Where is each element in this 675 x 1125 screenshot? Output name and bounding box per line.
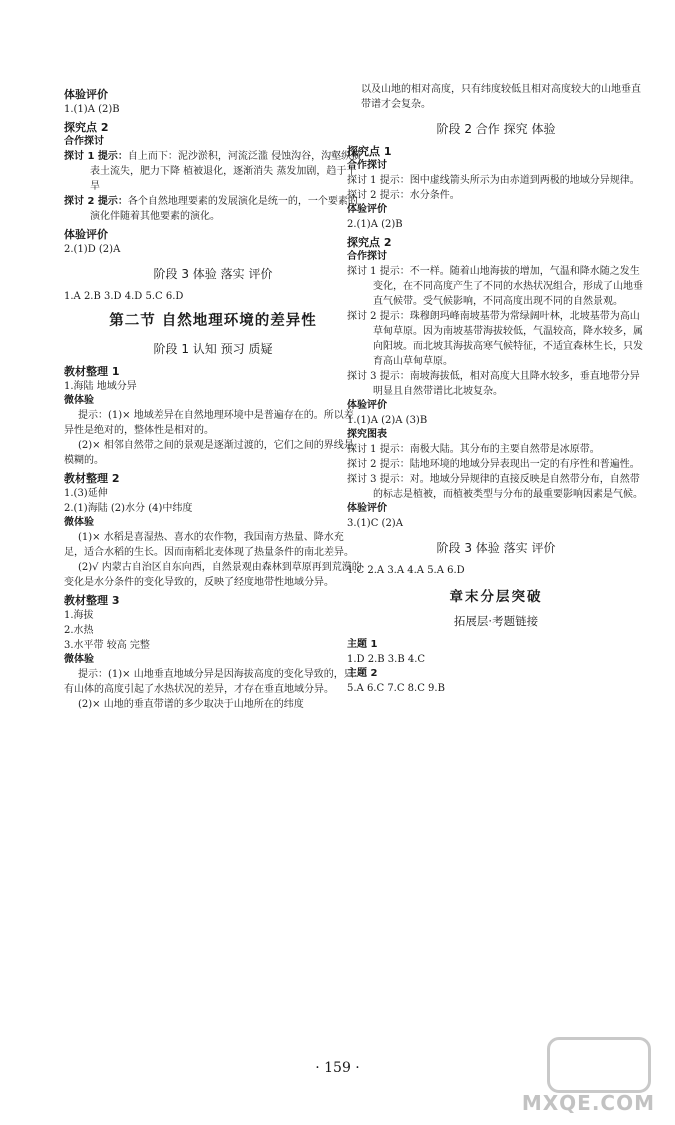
answer-line: 3.水平带 较高 完整 bbox=[64, 640, 150, 651]
extension-subtitle: 拓展层·考题链接 bbox=[453, 614, 539, 628]
heading-mini-experience: 微体验 bbox=[64, 395, 94, 406]
answer-line: 2.(1)D (2)A bbox=[64, 244, 121, 255]
heading-explore-chart: 探究图表 bbox=[347, 429, 387, 440]
answer-line: 1.(1)A (2)A (3)B bbox=[347, 415, 428, 426]
discussion-2 bbox=[64, 194, 362, 224]
discussion-2: 探讨 2 提示：水分条件。 bbox=[347, 190, 460, 201]
page-number: · 159 · bbox=[315, 1060, 360, 1076]
stage-3-title: 阶段 3 体验 落实 评价 bbox=[436, 541, 556, 555]
discussion-3: 探讨 3 提示：南坡海拔低，相对高度大且降水较多，垂直地带分异明显且自然带谱比北坡复杂。 bbox=[347, 371, 640, 397]
hint-paragraph: 提示：(1)× 山地垂直地域分异是因海拔高度的变化导致的，只有山体的高度引起了水热状况的差异，才存在垂直地域分异。 bbox=[64, 669, 354, 695]
answer-line: 1.D 2.B 3.B 4.C bbox=[347, 654, 426, 665]
answer-line: 1.海陆 地域分异 bbox=[64, 381, 137, 392]
hint-paragraph: (2)× 山地的垂直带谱的多少取决于山地所在的纬度 bbox=[78, 699, 304, 710]
heading-mini-experience: 微体验 bbox=[64, 654, 94, 665]
hint-paragraph: (1)× 水稻是喜湿热、喜水的农作物，我国南方热量、降水充足，适合水稻的生长。因而南稻北麦体现了热量条件的南北差异。 bbox=[64, 532, 354, 558]
hint-paragraph: 提示：(1)× 地域差异在自然地理环境中是普遍存在的。所以差异性是绝对的，整体性是相对的。 bbox=[64, 410, 354, 436]
heading-evaluation: 体验评价 bbox=[347, 204, 387, 215]
heading-explore-point: 探究点 2 bbox=[64, 121, 109, 134]
discussion-2: 探讨 2 提示：陆地环境的地域分异表现出一定的有序性和普遍性。 bbox=[347, 459, 640, 470]
hint-paragraph: (2)√ 内蒙古自治区自东向西，自然景观由森林到草原再到荒漠的变化是水分条件的变化导致的，反映了经度地带性地域分异。 bbox=[64, 562, 362, 588]
discussion-text: 各个自然地理要素的发展演化是统一的，一个要素的演化伴随着其他要素的演化。 bbox=[90, 196, 358, 222]
heading-topic-1: 主题 1 bbox=[347, 639, 378, 650]
discussion-1: 探讨 1 提示：图中虚线箭头所示为由赤道到两极的地域分异规律。 bbox=[347, 175, 640, 186]
discussion-1: 探讨 1 提示：不一样。随着山地海拔的增加，气温和降水随之发生变化，在不同高度产生了不同的水热状况组合，形成了山地垂直气候带。受气候影响，不同高度出现不同的自然景观。 bbox=[347, 266, 643, 307]
heading-evaluation: 体验评价 bbox=[347, 400, 387, 411]
heading-evaluation: 体验评价 bbox=[347, 503, 387, 514]
right-column bbox=[347, 82, 645, 696]
stage-3-title: 阶段 3 体验 落实 评价 bbox=[153, 267, 273, 281]
stage-3-answers: 1.C 2.A 3.A 4.A 5.A 6.D bbox=[347, 565, 465, 576]
heading-evaluation: 体验评价 bbox=[64, 228, 108, 241]
chapter-summary-title: 章末分层突破 bbox=[449, 589, 543, 605]
heading-textbook-2: 教材整理 2 bbox=[64, 472, 120, 485]
answer-line: 2.(1)海陆 (2)水分 (4)中纬度 bbox=[64, 503, 193, 514]
watermark-text: MXQE.COM bbox=[521, 1091, 655, 1115]
heading-evaluation: 体验评价 bbox=[64, 88, 108, 101]
discussion-label: 探讨 2 提示： bbox=[64, 196, 128, 207]
heading-textbook-3: 教材整理 3 bbox=[64, 594, 120, 607]
watermark-logo bbox=[521, 1037, 661, 1115]
discussion-label: 探讨 1 提示： bbox=[64, 151, 128, 162]
heading-textbook-1: 教材整理 1 bbox=[64, 365, 120, 378]
answer-line: 1.(3)延伸 bbox=[64, 488, 108, 499]
answer-line: 5.A 6.C 7.C 8.C 9.B bbox=[347, 683, 445, 694]
heading-cooperation: 合作探讨 bbox=[64, 136, 104, 147]
continued-paragraph: 以及山地的相对高度，只有纬度较低且相对高度较大的山地垂直带谱才会复杂。 bbox=[361, 84, 641, 110]
discussion-1: 探讨 1 提示：南极大陆。其分布的主要自然带是冰原带。 bbox=[347, 444, 600, 455]
watermark-frame bbox=[547, 1037, 651, 1093]
discussion-1 bbox=[64, 149, 362, 194]
answer-line: 1.海拔 bbox=[64, 610, 94, 621]
answer-line: 2.(1)A (2)B bbox=[347, 219, 403, 230]
heading-explore-point: 探究点 1 bbox=[347, 145, 392, 158]
heading-mini-experience: 微体验 bbox=[64, 517, 94, 528]
answer-line: 3.(1)C (2)A bbox=[347, 518, 403, 529]
heading-topic-2: 主题 2 bbox=[347, 668, 378, 679]
discussion-2: 探讨 2 提示：珠穆朗玛峰南坡基带为常绿阔叶林，北坡基带为高山草甸草原。因为南坡基带海拔较低，气温较高，降水较多，属向阳坡。而北坡其海拔高寒气候特征，不适宜森林生长，只发育高山草甸草原。 bbox=[347, 311, 643, 367]
section-title: 第二节 自然地理环境的差异性 bbox=[109, 312, 317, 329]
answer-line: 1.(1)A (2)B bbox=[64, 104, 120, 115]
stage-3-answers: 1.A 2.B 3.D 4.D 5.C 6.D bbox=[64, 291, 184, 302]
heading-cooperation: 合作探讨 bbox=[347, 251, 387, 262]
stage-2-title: 阶段 2 合作 探究 体验 bbox=[436, 122, 556, 136]
answer-line: 2.水热 bbox=[64, 625, 94, 636]
left-column bbox=[64, 84, 362, 712]
discussion-text: 自上而下：泥沙淤积，河流泛滥 侵蚀沟谷，沟壑纵横 表土流失，肥力下降 植被退化，逐渐消失 蒸发加剧，趋于干旱 bbox=[90, 151, 362, 192]
heading-cooperation: 合作探讨 bbox=[347, 160, 387, 171]
discussion-3: 探讨 3 提示：对。地域分异规律的直接反映是自然带分布，自然带的标志是植被，而植被类型与分布的最重要影响因素是气候。 bbox=[347, 474, 643, 500]
heading-explore-point: 探究点 2 bbox=[347, 236, 392, 249]
hint-paragraph: (2)× 相邻自然带之间的景观是逐渐过渡的，它们之间的界线是模糊的。 bbox=[64, 440, 354, 466]
stage-1-title: 阶段 1 认知 预习 质疑 bbox=[153, 342, 273, 356]
